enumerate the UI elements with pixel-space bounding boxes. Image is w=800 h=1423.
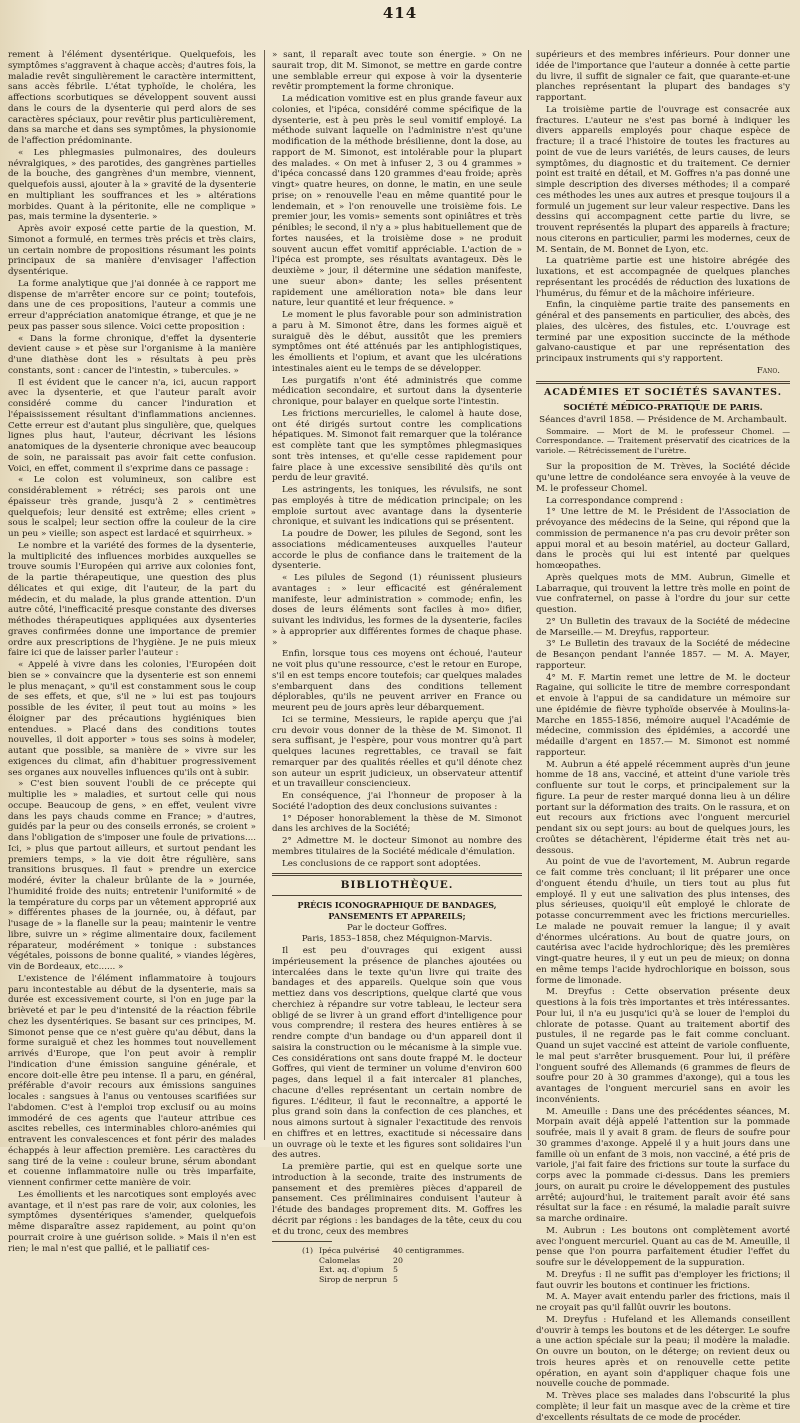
paragraph: M. Dreyfus : Cette observation présente deux questions à la fois très importantes et très intéressantes. Pour lui, il n'a eu jusqu'ici qu'à se louer de l'emploi du chlorate de potasse. Quant au traitement abortif des pustules, il ne regarde pas le fait comme concluant. Quand un sujet vacciné est atteint de variole confluente, le mal peut s'arrêter brusquement. Pour lui, il préfère l'onguent soufré des Allemands (6 grammes de fleurs de soufre pour 20 à 30 grammes d'axonge), qui a tous les avantages de l'onguent mercuriel sans en avoir les inconvénients. bbox=[536, 987, 790, 1105]
paragraph: M. Dreyfus : Hufeland et les Allemands conseillent d'ouvrir à temps les boutons et de les déterger. Le soufre a une action spéciale sur la peau; il modère la maladie. On ouvre un bouton, on le déterge; on revient deux ou trois heures après et on renouvelle cette petite opération, en ayant soin d'appliquer chaque fois une nouvelle couche de pommade. bbox=[536, 1314, 790, 1390]
footnote-ingredient: Ext. aq. d'opium bbox=[319, 1265, 384, 1275]
column-divider bbox=[264, 50, 265, 1140]
paragraph: M. Aubrun : Les boutons ont complètement avorté avec l'onguent mercuriel. Quant au cas de M. Ameuille, il pense que l'on pourra parfaitement étudier l'effet du soufre sur le développement de la suppuration. bbox=[536, 1225, 790, 1268]
section-rule bbox=[272, 873, 522, 876]
paragraph: M. Trèves place ses malades dans l'obscurité la plus complète; il leur fait un masque avec de la crème et tire d'excellents résultats de ce mode de procéder. bbox=[536, 1391, 790, 1423]
footnote-mark: (1) bbox=[302, 1246, 314, 1256]
footnote-ingredient: Calomelas bbox=[319, 1255, 360, 1265]
footnote-row bbox=[302, 1256, 470, 1266]
paragraph: Les purgatifs n'ont été administrés que comme médication secondaire, et surtout dans la dysenterie chronique, pour balayer en quelque sorte l'intestin. bbox=[272, 375, 522, 407]
footnote-row bbox=[302, 1265, 470, 1275]
review-signature: Fano. bbox=[756, 365, 780, 376]
column-3 bbox=[536, 50, 790, 1423]
paragraph: Enfin, la cinquième partie traite des pansements en général et des pansements en particulier, des abcès, des plaies, des ulcères, des fistules, etc. L'ouvrage est terminé par une exposition succincte de la méthode galvano-caustique et par une représentation des principaux instruments qui s'y rapportent. bbox=[536, 300, 790, 364]
footnote-ingredient: Ipéca pulvérisé bbox=[319, 1246, 380, 1256]
footnote-rule bbox=[272, 1241, 332, 1242]
paragraph: Les émollients et les narcotiques sont employés avec avantage, et il n'est pas rare de voir, aux colonies, les symptômes dysentériques s'amender, quelquefois même disparaître assez rapidement, au point qu'on pourrait croire à une guérison solide. » Mais il n'en est rien; le mal n'est que pallié, et le palliatif ces- bbox=[8, 1189, 256, 1254]
section-rule bbox=[636, 458, 690, 459]
paragraph: 3° Le Bulletin des travaux de la Société de médecine de Besançon pendant l'année 1857. — M. A. Mayer, rapporteur. bbox=[536, 639, 790, 671]
section-rule bbox=[626, 400, 700, 401]
book-title: PRÉCIS ICONOGRAPHIQUE DE BANDAGES, PANSEMENTS ET APPAREILS; bbox=[297, 900, 497, 921]
paragraph: Au point de vue de l'avortement, M. Aubrun regarde ce fait comme très concluant; il lit préparer une once d'onguent étendu d'huile, un tiers tout au plus fut employé. Il y eut une salivation des plus intenses, des plus sérieuses, quoiqu'il eût employé le chlorate de potasse concurremment avec les frictions mercurielles. Le malade ne pouvait remuer la langue; il y avait d'énormes ulcérations. Au bout de quatre jours, on cautérisa avec l'acide hydrochlorique; dès les premières vingt-quatre heures, il y eut un peu de mieux; on donna en même temps l'acide hydrochlorique en boisson, sous forme de limonade. bbox=[536, 857, 790, 986]
paragraph: La troisième partie de l'ouvrage est consacrée aux fractures. L'auteur ne s'est pas borné à indiquer les divers appareils employés pour chaque espèce de fracture; il a tracé l'histoire de toutes les fractures au point de vue de leurs variétés, de leurs causes, de leurs symptômes, du diagnostic et du traitement. Ce dernier point est traité en détail, et M. Goffres n'a pas donné une simple description des diverses méthodes; il a comparé ces méthodes les unes aux autres et presque toujours il a formulé un jugement sur leur valeur respective. Dans les dessins qui accompagnent cette partie du livre, se trouvent représentés la plupart des appareils à fracture; nous citerons en particulier, parmi les modernes, ceux de M. Sentain, de M. Bonnet de Lyon, etc. bbox=[536, 104, 790, 255]
quotation: « Dans la forme chronique, d'effet la dysenterie devient cause » et pèse sur l'organisme à la manière d'une diathèse dont les » résultats à peu près constants, sont : cancer de l'intestin, » tubercules. » bbox=[8, 333, 256, 376]
society-name: SOCIÉTÉ MÉDICO-PRATIQUE DE PARIS. bbox=[563, 403, 763, 414]
section-rule bbox=[272, 895, 522, 896]
footnote-dose: 5 bbox=[392, 1274, 398, 1284]
paragraph: La première partie, qui est en quelque sorte une introduction à la seconde, traite des instruments de pansement et des premières pièces d'appareil de pansement. Ces préliminaires conduisent l'auteur à l'étude des bandages proprement dits. M. Goffres les décrit par régions : les bandages de la tête, ceux du cou et du tronc, ceux des membres bbox=[272, 1162, 522, 1237]
paragraph: Ici se termine, Messieurs, le rapide aperçu que j'ai cru devoir vous donner de la thèse de M. Simonot. Il sera suffisant, je l'espère, pour vous montrer qu'à part quelques lacunes regrettables, ce travail se fait remarquer par des qualités réelles et qu'il dénote chez son auteur un esprit judicieux, un observateur attentif et un travailleur consciencieux. bbox=[272, 714, 522, 790]
footnote-row bbox=[302, 1275, 470, 1285]
footnote-ingredient: Sirop de nerprun bbox=[319, 1274, 387, 1284]
quotation: » C'est bien souvent l'oubli de ce précepte qui multiplie les » maladies, et surtout celle qui nous occupe. Beaucoup de gens, » en effet, veulent vivre dans les pays chauds comme en France; » d'autres, guidés par la peur ou des conseils erronés, se croient » dans l'obligation de s'imposer une foule de privations.... Ici, » plus que partout ailleurs, et surtout pendant les premiers temps, » la vie doit être régulière, sans transitions brusques. Il faut » prendre un exercice modéré, éviter la chaleur brûlante de la » journée, l'humidité froide des nuits; entretenir l'uniformité » de la température du corps par un vêtement approprié aux » différentes phases de la journée, ou, à défaut, par l'usage de » la flanelle sur la peau; maintenir le ventre libre, suivre un » régime alimentaire doux, facilement réparateur, modérément » tonique : substances végétales, poissons de bonne qualité, » viandes légères, vin de Bordeaux, etc...... » bbox=[8, 779, 256, 972]
paragraph: En conséquence, j'ai l'honneur de proposer à la Société l'adoption des deux conclusions suivantes : bbox=[272, 791, 522, 812]
page-number: 414 bbox=[382, 4, 418, 22]
session-line: Séances d'avril 1858. — Présidence de M. Archambault. bbox=[539, 415, 787, 425]
paragraph: Le nombre et la variété des formes de la dysenterie, la multiplicité des influences morbides auxquelles se trouve soumis l'Européen qui arrive aux colonies font, de la partie thérapeutique, une question des plus délicates et qui exige, dit l'auteur, de la part du médecin, et du malade, la plus grande attention. D'un autre côté, l'inefficacité presque constante des diverses méthodes thérapeutiques appliquées aux dysenteries graves confirmées donne une importance de premier ordre aux prescriptions de l'hygiène. Je ne puis mieux faire ici que de laisser parler l'auteur : bbox=[8, 540, 256, 659]
paragraph: Les conclusions de ce rapport sont adoptées. bbox=[282, 858, 481, 869]
conclusion-item: 2° Admettre M. le docteur Simonot au nombre des membres titulaires de la Société médicale d'émulation. bbox=[272, 836, 522, 857]
section-rule bbox=[536, 381, 790, 384]
summary: Sommaire. — Mort de M. le professeur Chomel. — Correspondance. — Traitement préservatif des cicatrices de la variole. — Rétrécissement de l'urètre. bbox=[536, 426, 790, 455]
paragraph: 1° Une lettre de M. le Président de l'Association de prévoyance des médecins de la Seine, qui répond que la commission de permanence n'a pas cru devoir prêter son appui moral et au besoin matériel, au docteur Gallard, dans le procès qui lui est intenté par quelques homœopathes. bbox=[536, 507, 790, 571]
paragraph: La poudre de Dower, les pilules de Segond, sont les associations médicamenteuses auxquelles l'auteur accorde le plus de confiance dans le traitement de la dysenterie. bbox=[272, 529, 522, 572]
paragraph: La quatrième partie est une histoire abrégée des luxations, et est accompagnée de quelques planches représentant les procédés de réduction des luxations de l'humérus, du fémur et de la mâchoire inférieure. bbox=[536, 256, 790, 299]
paragraph: Il est évident que le cancer n'a, ici, aucun rapport avec la dysenterie, et que l'auteur paraît avoir considéré comme du cancer l'induration et l'épaississement résultant d'inflammations anciennes. Cette erreur est d'autant plus singulière, que, quelques lignes plus haut, l'auteur, décrivant les lésions anatomiques de la dysenterie chronique avec beaucoup de soin, ne paraissait pas avoir fait cette confusion. Voici, en effet, comment il s'exprime dans ce passage : bbox=[8, 377, 256, 474]
quotation: « Le colon est volumineux, son calibre est considérablement » rétréci; ses parois ont une épaisseur très grande, jusqu'à 2 » centimètres quelquefois; leur densité est extrême; elles crient » sous le scalpel; leur section offre la couleur de la cire un peu » vieille; son aspect est lardacé et squirrheux. » bbox=[8, 475, 256, 539]
paragraph: rement à l'élément dysentérique. Quelquefois, les symptômes s'aggravent à chaque accès; d'autres fois, la maladie revêt singulièrement le caractère intermittent, sans accès fébrile. L'état typhoïde, le choléra, les affections scorbutiques se développent souvent aussi dans le cours de la dysenterie qui perd alors de ses caractères spéciaux, pour revêtir plus particulièrement, dans sa marche et dans ses symptômes, la physionomie de l'affection prédominante. bbox=[8, 50, 256, 146]
book-author: Par le docteur Goffres. bbox=[347, 922, 447, 933]
paragraph: Sur la proposition de M. Trèves, la Société décide qu'une lettre de condoléance sera envoyée à la veuve de M. le professeur Chomel. bbox=[536, 462, 790, 494]
footnote-dose: 20 bbox=[392, 1255, 403, 1265]
footnote-dose: 40 centigrammes. bbox=[392, 1246, 465, 1256]
quotation: « Les pilules de Segond (1) réunissent plusieurs avantages : » leur efficacité est généralement manifeste, leur administration » commode; enfin, les doses de leurs éléments sont faciles à mo» difier, suivant les individus, les formes de la dysenterie, faciles » à approprier aux différentes formes de chaque phase. » bbox=[272, 573, 522, 648]
paragraph: La correspondance comprend : bbox=[546, 495, 684, 506]
paragraph: supérieurs et des membres inférieurs. Pour donner une idée de l'importance que l'auteur a donnée à cette partie du livre, il suffit de signaler ce fait, que quarante-et-une planches représentant la plupart des bandages s'y rapportant. bbox=[536, 50, 790, 103]
paragraph: » sant, il reparaît avec toute son énergie. » On ne saurait trop, dit M. Simonot, se mettre en garde contre une semblable erreur qui expose à voir la dysenterie revêtir promptement la forme chronique. bbox=[272, 50, 522, 93]
paragraph: M. Ameuille : Dans une des précédentes séances, M. Morpain avait déjà appelé l'attention sur la pommade soufrée, mais il y avait 8 gram. de fleurs de soufre pour 30 grammes d'axonge. Appelé il y a huit jours dans une famille où un enfant de 3 mois, non vacciné, a été pris de variole, j'ai fait faire des frictions sur toute la surface du corps avec la pommade ci-dessus. Dans les premiers jours, on aurait pu croire le développement des pustules arrêté; aujourd'hui, le traitement paraît avoir été sans résultat sur la face : en résumé, la maladie paraît suivre sa marche ordinaire. bbox=[536, 1106, 790, 1224]
paragraph: Les frictions mercurielles, le calomel à haute dose, ont été dirigés surtout contre les complications hépatiques. M. Simonot fait remarquer que la tolérance est complète tant que les symptômes phlegmasiques sont très intenses, et qu'elle cesse rapidement pour faire place à une excessive sensibilité dès qu'ils ont perdu de leur gravité. bbox=[272, 408, 522, 484]
quotation: « Appelé à vivre dans les colonies, l'Européen doit bien se » convaincre que la dysenterie est son ennemi le plus menaçant, » qu'il est constamment sous le coup de ses effets, et que, s'il ne » lui est pas toujours possible de les éviter, il peut tout au moins » les éloigner par des précautions hygiéniques bien entendues. » Placé dans des conditions toutes nouvelles, il doit apporter » tous ses soins à modeler, autant que possible, sa manière de » vivre sur les exigences du climat, afin d'habituer progressivement ses organes aux nouvelles influences qu'ils ont à subir. bbox=[8, 660, 256, 778]
footnote-table bbox=[302, 1246, 470, 1284]
paragraph: 2° Un Bulletin des travaux de la Société de médecine de Marseille.— M. Dreyfus, rapporteur. bbox=[536, 616, 790, 638]
paragraph: La médication vomitive est en plus grande faveur aux colonies, et l'ipéca, considéré comme spécifique de la dysenterie, est à peu près le seul vomitif employé. La méthode suivant laquelle on l'administre n'est qu'une modification de la méthode brésilienne, dont la dose, au rapport de M. Simonot, est intolérable pour la plupart des malades. « On met à infuser 2, 3 ou 4 grammes » d'ipéca concassé dans 120 grammes d'eau froide; après vingt» quatre heures, on donne, le matin, en une seule prise; on » renouvelle l'eau en même quantité pour le lendemain, et » l'on renouvelle une troisième fois. Le premier jour, les vomis» sements sont opiniâtres et très pénibles; le second, il n'y a » plus habituellement que de fortes nausées, et la troisième dose » ne produit souvent aucun effet vomitif appréciable. L'action de » l'ipéca est prompte, ses résultats avantageux. Dès le deuxième » jour, il détermine une sédation manifeste, une sueur abon» dante; les selles présentent rapidement une amélioration nota» ble dans leur nature, leur quantité et leur fréquence. » bbox=[272, 94, 522, 309]
paragraph: Le moment le plus favorable pour son administration a paru à M. Simonot être, dans les formes aiguë et suraiguë dès le début, aussitôt que les premiers symptômes ont été atténués par les antiphlogistiques, les émollients et l'opium, et avant que les ulcérations intestinales aient eu le temps de se développer. bbox=[272, 310, 522, 374]
paragraph: Après avoir exposé cette partie de la question, M. Simonot a formulé, en termes très précis et très clairs, un certain nombre de propositions résumant les points principaux de sa manière d'envisager l'affection dysentérique. bbox=[8, 224, 256, 277]
paragraph: Les astringents, les toniques, les révulsifs, ne sont pas employés à titre de médication principale; on les emploie surtout avec avantage dans la dysenterie chronique, et suivant les indications qui se présentent. bbox=[272, 485, 522, 528]
footnote-dose: 5 bbox=[392, 1265, 398, 1275]
column-2 bbox=[272, 50, 522, 1284]
paragraph: M. A. Mayer avait entendu parler des frictions, mais il ne croyait pas qu'il fallût ouvrir les boutons. bbox=[536, 1292, 790, 1313]
column-1 bbox=[8, 50, 256, 1254]
paragraph: L'existence de l'élément inflammatoire à toujours paru incontestable au début de la dysenterie, mais sa durée est excessivement courte, si l'on en juge par la brièveté et par le peu d'intensité de la réaction fébrile chez les dysentériques. Se basant sur ces principes, M. Simonot pense que ce n'est guère qu'au début, dans la forme suraiguë et chez les hommes tout nouvellement arrivés d'Europe, que l'on peut avoir à remplir l'indication d'une émission sanguine générale, et encore doit-elle être peu intense. Il a paru, en général, préférable d'avoir recours aux émissions sanguines locales : sangsues à l'anus ou ventouses scarifiées sur l'abdomen. C'est à l'emploi trop exclusif ou au moins immodéré de ces agents que l'auteur attribue ces ascites rebelles, ces interminables chloro-anémies qui entravent les convalescences et font périr des malades échappés à leur affection première. Les caractères du sang tiré de la veine : couleur brune, sérum abondant et couenne inflammatoire nulle ou très imparfaite, viennent confirmer cette manière de voir. bbox=[8, 973, 256, 1188]
paragraph: La forme analytique que j'ai donnée à ce rapport me dispense de m'arrêter encore sur ce point; toutefois, dans une de ces propositions, l'auteur a commis une erreur d'appréciation anatomique étrange, et que je ne peux pas passer sous silence. Voici cette proposition : bbox=[8, 278, 256, 332]
conclusion-item: 1° Déposer honorablement la thèse de M. Simonot dans les archives de la Société; bbox=[272, 813, 522, 835]
column-divider bbox=[528, 50, 529, 1140]
section-heading-academies: ACADÉMIES ET SOCIÉTÉS SAVANTES. bbox=[544, 386, 782, 398]
paragraph: Après quelques mots de MM. Aubrun, Gimelle et Labarraque, qui trouvent la lettre très molle en point de vue confraternel, on passe à l'ordre du jour sur cette question. bbox=[536, 572, 790, 615]
paragraph: M. Aubrun a été appelé récemment auprès d'un jeune homme de 18 ans, vacciné, et atteint d'une variole très confluente sur tout le corps, et principalement sur la figure. La peur de rester marqué donna lieu à un délire portant sur la déformation des traits. On le rassura, et on eut recours aux frictions avec l'onguent mercuriel pendant six ou sept jours: au bout de quelques jours, les croûtes se détachèrent, l'épiderme était très net au-dessous. bbox=[536, 759, 790, 856]
quotation: « Les phlegmasies pulmonaires, des douleurs névralgiques, » des parotides, des gangrènes partielles de la bouche, des gangrènes d'un membre, viennent, quelquefois aussi, ajouter à la » gravité de la dysenterie en multipliant les souffrances et les » altérations morbides. Quant à la péritonite, elle ne complique » pas, mais termine la dysenterie. » bbox=[8, 147, 256, 223]
footnote bbox=[272, 1246, 522, 1284]
paragraph: M. Dreyfus : Il ne suffit pas d'employer les frictions; il faut ouvrir les boutons et continuer les frictions. bbox=[536, 1269, 790, 1291]
paragraph: Il est peu d'ouvrages qui exigent aussi impérieusement la présence de planches ajoutées ou intercalées dans le texte qu'un livre qui traite des bandages et des appareils. Quelque soin que vous mettiez dans vos descriptions, quelque clarté que vous cherchiez à répandre sur votre tableau, le lecteur sera obligé de se livrer à un grand effort d'intelligence pour vous comprendre; il restera des heures entières à se rendre compte d'un bandage ou d'un appareil dont il saisira la construction ou le mécanisme à la simple vue. Ces considérations ont sans doute frappé M. le docteur Goffres, qui vient de terminer un volume d'environ 600 pages, dans lequel il a fait intercaler 81 planches, chacune d'elles représentant un certain nombre de figures. L'éditeur, il faut le reconnaître, a apporté le plus grand soin dans la confection de ces planches, et nous aimons surtout à signaler l'exactitude des renvois en chiffres et en lettres, exactitude si nécessaire dans un ouvrage où le texte et les figures sont solidaires l'un des autres. bbox=[272, 946, 522, 1161]
paragraph: 4° M. F. Martin remet une lettre de M. le docteur Ragaine, qui sollicite le titre de membre correspondant et envoie à l'appui de sa candidature un mémoire sur une épidémie de fièvre typhoïde observée à Moulins-la-Marche en 1855-1856, mémoire auquel l'Académie de médecine, commission des épidémies, a accordé une médaille d'argent en 1857.— M. Simonot est nommé rapporteur. bbox=[536, 672, 790, 758]
paragraph: Enfin, lorsque tous ces moyens ont échoué, l'auteur ne voit plus qu'une ressource, c'est le retour en Europe, s'il en est temps encore toutefois; car quelques malades s'embarquent dans des conditions tellement déplorables, qu'ils ne peuvent arriver en France ou meurent peu de jours après leur débarquement. bbox=[272, 649, 522, 713]
footnote-row bbox=[302, 1246, 470, 1256]
book-imprint: Paris, 1853–1858, chez Méquignon-Marvis. bbox=[301, 934, 493, 945]
section-heading-bibliotheque: BIBLIOTHÈQUE. bbox=[340, 879, 454, 892]
